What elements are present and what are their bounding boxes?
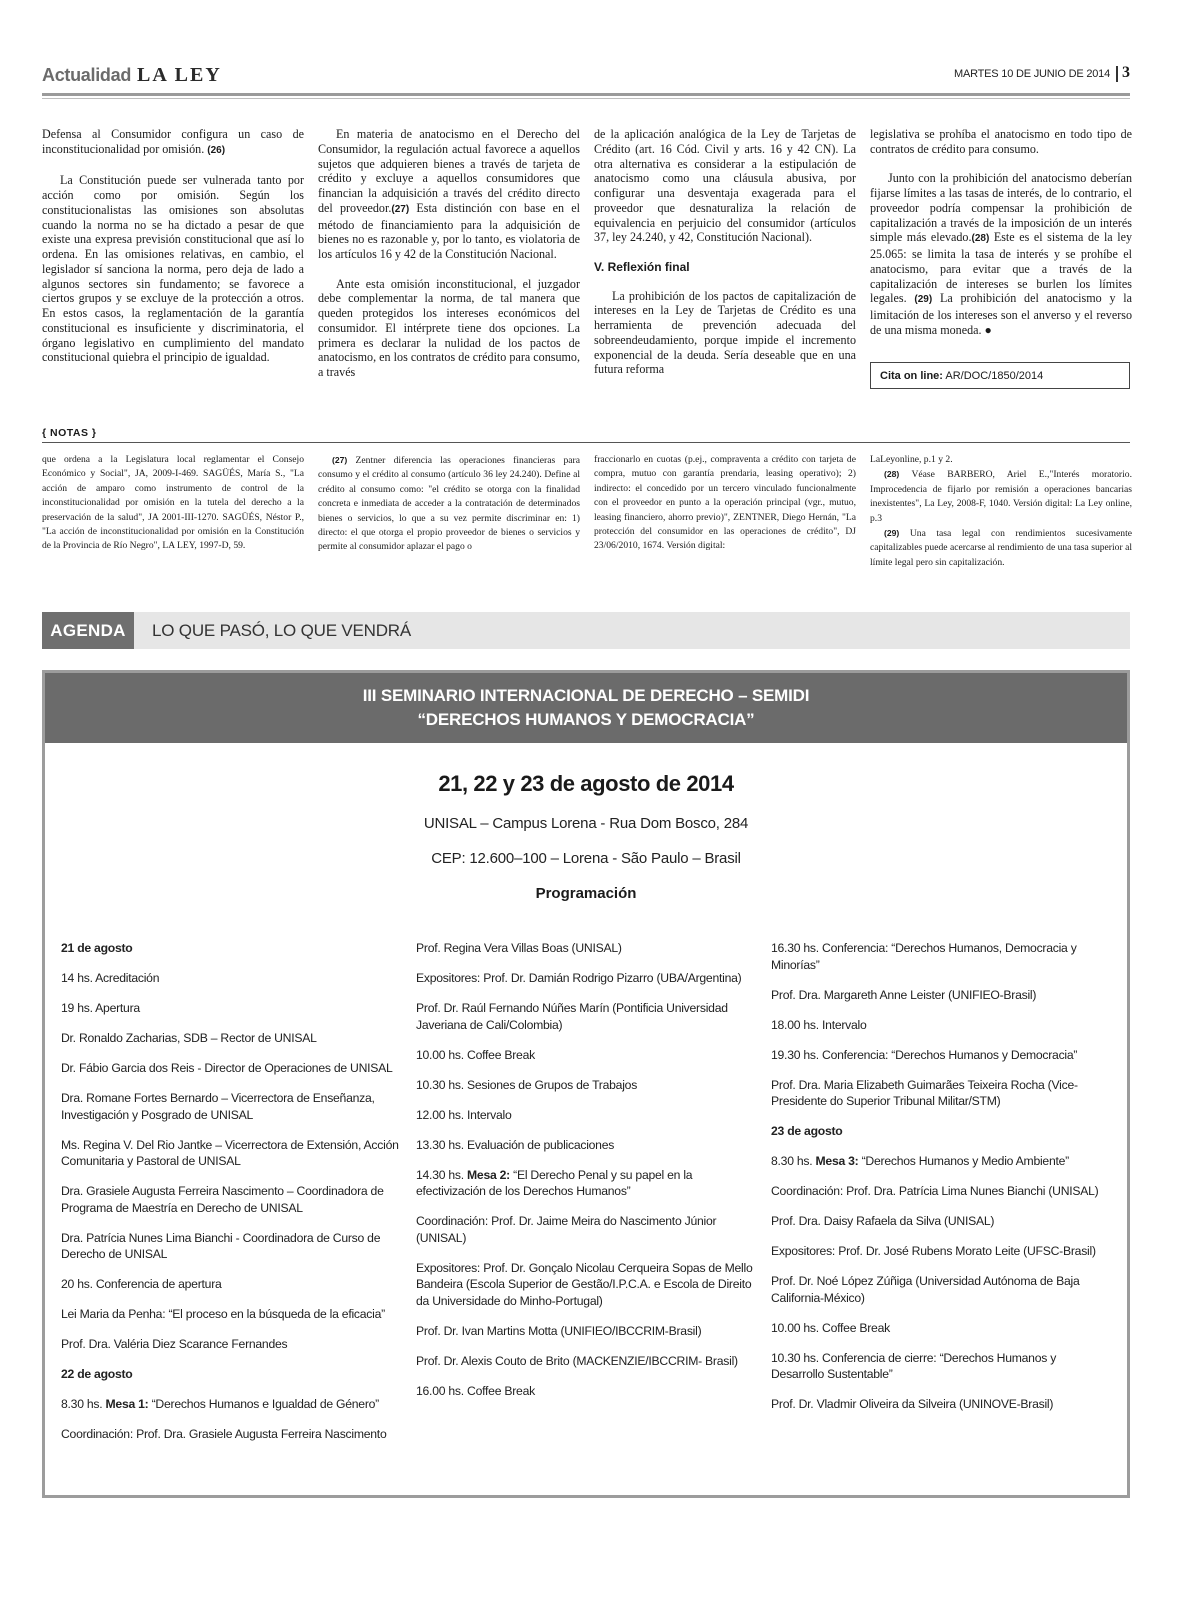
issue-date: MARTES 10 DE JUNIO DE 2014 (954, 68, 1110, 80)
online-citation (870, 362, 1130, 389)
agenda-banner (42, 612, 1130, 649)
citation-value[interactable]: AR/DOC/1850/2014 (942, 370, 1044, 382)
paragraph: La prohibición de los pactos de capitalización de intereses en la Ley de Tarjetas de Crédito es una herramienta de prevención adecuada del sobreendeudamiento, porque impide el incremento exponencial de la deuda. Sería deseable que en una futura reforma (594, 288, 856, 377)
program-entry: Lei Maria da Penha: “El proceso en la búsqueda de la eficacia” (61, 1307, 385, 1321)
paragraph: En materia de anatocismo en el Derecho del Consumidor, la regulación actual favorece a aquellos sujetos que adquieren bienes a través de tarjeta de crédito y excluye a aquellos consumidores que financian la adquisición a través del crédito directo del proveedor.(27) Esta distinción con base en el método de financiamiento para la adquisición de bienes no es razonable y, por lo tanto, es violatoria de los artículos 16 y 42 de la Constitución Nacional. (318, 127, 580, 261)
program-entry: Prof. Dr. Raúl Fernando Núñes Marín (Pontificia Universidad Javeriana de Cali/Colombia) (416, 1001, 728, 1032)
program-entry: 19 hs. Apertura (61, 1001, 140, 1015)
program-entry: Dr. Fábio Garcia dos Reis - Director de Operaciones de UNISAL (61, 1061, 393, 1075)
program-entry: Dra. Romane Fortes Bernardo – Vicerrectora de Enseñanza, Investigación y Posgrado de UNISAL (61, 1091, 375, 1122)
article-column-1 (42, 127, 304, 380)
program-entry: Prof. Dra. Valéria Diez Scarance Fernandes (61, 1337, 288, 1351)
program-column-2 (416, 940, 756, 1413)
event-box (42, 670, 1130, 1498)
program-entry: Coordinación: Prof. Dra. Grasiele Augusta Ferreira Nascimento (61, 1427, 387, 1441)
page-number: 3 (1122, 64, 1130, 81)
program-entry: Ms. Regina V. Del Rio Jantke – Vicerrectora de Extensión, Acción Comunitaria y Pastoral de UNISAL (61, 1137, 399, 1168)
citation-label: Cita on line: (880, 370, 943, 382)
footnote-ref[interactable]: (27) (391, 203, 410, 215)
article-column-2 (318, 127, 580, 395)
program-entry: 10.30 hs. Conferencia de cierre: “Derechos Humanos y Desarrollo Sustentable” (771, 1350, 1057, 1381)
article-column-4 (870, 127, 1132, 352)
notes-column-3: fraccionarlo en cuotas (p.ej., compraventa a crédito con tarjeta de compra, mutuo con garantía prendaria, leasing operativo); 2) indirecto: el concedido por un tercero vinculado funcionalmente con el proveedor en punto a la operación principal (vgr., mutuo, leasing financiero, ahorro previo)", ZENTNER, Diego Hernán, "La protección del consumidor en las operaciones de crédito", DJ 23/06/2010, 1674. Versión digital: (594, 454, 856, 552)
footnote-ref[interactable]: (28) (971, 233, 990, 245)
header-separator (1116, 66, 1118, 82)
paragraph: Junto con la prohibición del anatocismo deberían fijarse límites a las tasas de interés, de lo contrario, el proveedor podría compensar la prohibición de capitalización a través de la imposición de un interés simple más elevado.(28) Este es el sistema de la ley 25.065: se limita la tasa de interés y se prohíbe el anatocismo, para evitar que a través de la capitalización de intereses se burlen los límites legales. (29) La prohibición del anatocismo y la limitación de los intereses son el anverso y el reverso de una misma moneda. ● (870, 171, 1133, 337)
program-entry: Prof. Dra. Daisy Rafaela da Silva (UNISAL) (771, 1214, 995, 1228)
program-entry: Prof. Dra. Margareth Anne Leister (UNIFIEO-Brasil) (771, 987, 1037, 1002)
footnote-ref[interactable]: (29) (914, 294, 933, 306)
notes-column-4: LaLeyonline, p.1 y 2. (28) Véase BARBERO, Ariel E.,"Interés moratorio. Improcedencia de fijarlo por remisión a operaciones bancarias inexistentes", La Ley, 2008-F, 1040. Versión digital: La Ley online, p.3 (29) Una tasa legal con rendimientos sucesivamente capitalizables puede acercarse al rendimiento de una tasa superior al límite legal pero sin capitalización. (870, 454, 1132, 568)
notes-column-2: (27) Zentner diferencia las operaciones financieras para consumo y el crédito al consumo (artículo 36 ley 24.240). Define al crédito al consumo como: "el crédito se otorga con la finalidad concreta e inmediata de acceder a la contratación de determinados bienes o servicios, lo que a su vez permite discriminar en: 1) directo: el que otorga el propio proveedor de bienes o servicios y permite al consumidor aplazar el pago o (318, 455, 580, 553)
program-entry: Prof. Regina Vera Villas Boas (UNISAL) (416, 941, 622, 955)
program-entry: Coordinación: Prof. Dr. Jaime Meira do Nascimento Júnior (UNISAL) (416, 1214, 717, 1245)
program-entry: 8.30 hs. Mesa 3: “Derechos Humanos y Medio Ambiente” (771, 1154, 1069, 1168)
paragraph: Ante esta omisión inconstitucional, el juzgador debe complementar la norma, de tal manera que queden protegidos los intereses económicos del consumidor. El intérprete tiene dos opciones. La primera es declarar la nulidad de los pactos de anatocismo, en los contratos de crédito para consumo, a través (318, 276, 580, 379)
paragraph: de la aplicación analógica de la Ley de Tarjetas de Crédito (art. 16 Cód. Civil y arts. 16 y 42 CN). La otra alternativa es considerar a la estipulación de anatocismo como una cláusula abusiva, por configurar una desventaja exagerada para el proveedor que desnaturaliza la relación de equivalencia en perjuicio del consumidor (artículos 37, ley 24.240, y 42, Constitución Nacional). (594, 127, 856, 245)
header-rule-thin (42, 98, 1130, 99)
notes-title: { NOTAS } (42, 427, 97, 439)
program-entry: Expositores: Prof. Dr. José Rubens Morato Leite (UFSC-Brasil) (771, 1244, 1096, 1258)
header-rule (42, 93, 1130, 96)
program-entry: Prof. Dr. Noé López Zúñiga (Universidad Autónoma de Baja California-México) (771, 1274, 1080, 1305)
footnote-number: (27) (332, 455, 348, 465)
program-entry: Prof. Dra. Maria Elizabeth Guimarães Teixeira Rocha (Vice-Presidente do Superior Tribunal Militar/STM) (771, 1077, 1078, 1108)
page-header (42, 62, 1130, 96)
program-entry: 12.00 hs. Intervalo (416, 1107, 512, 1122)
brand-logo: LA LEY (137, 64, 222, 86)
footnote-number: (28) (884, 469, 900, 480)
program-column-3 (771, 940, 1111, 1426)
program-entry: 10.00 hs. Coffee Break (771, 1320, 890, 1335)
program-entry: Prof. Dr. Ivan Martins Motta (UNIFIEO/IBCCRIM-Brasil) (416, 1323, 702, 1338)
article-column-3 (594, 127, 856, 392)
program-day-heading: 23 de agosto (771, 1124, 843, 1138)
program-entry: 10.30 hs. Sesiones de Grupos de Trabajos (416, 1077, 638, 1092)
program-column-1 (61, 940, 401, 1456)
program-entry: 20 hs. Conferencia de apertura (61, 1277, 222, 1291)
program-day-heading: 21 de agosto (61, 941, 133, 955)
program-entry: 14 hs. Acreditación (61, 971, 160, 985)
program-entry: Prof. Dr. Vladmir Oliveira da Silveira (UNINOVE-Brasil) (771, 1397, 1054, 1411)
section-name: Actualidad (42, 65, 132, 85)
program-entry: 8.30 hs. Mesa 1: “Derechos Humanos e Igualdad de Género” (61, 1397, 379, 1411)
program-entry: Expositores: Prof. Dr. Damián Rodrigo Pizarro (UBA/Argentina) (416, 971, 742, 985)
event-place: UNISAL – Campus Lorena - Rua Dom Bosco, 284 (423, 815, 749, 832)
program-entry: Dra. Patrícia Nunes Lima Bianchi - Coordinadora de Curso de Derecho de UNISAL (61, 1230, 381, 1261)
program-entry: 18.00 hs. Intervalo (771, 1017, 867, 1032)
event-title: III SEMINARIO INTERNACIONAL DE DERECHO – SEMIDI “DERECHOS HUMANOS Y DEMOCRACIA” (45, 673, 1127, 743)
section-heading: V. Reflexión final (594, 259, 690, 274)
agenda-tag: AGENDA (42, 612, 134, 649)
program-entry: Dra. Grasiele Augusta Ferreira Nascimento – Coordinadora de Programa de Maestría en Derecho de UNISAL (61, 1184, 384, 1215)
program-entry: 16.00 hs. Coffee Break (416, 1383, 535, 1398)
notes-column-1: que ordena a la Legislatura local reglamentar el Consejo Económico y Social", JA, 2009-I-469. SAGÜÉS, María S., "La acción de amparo como instrumento de control de la inconstitucionalidad por omisión en la tutela del derecho a la preservación de la salud", JA 2001-III-1270. SAGÜÉS, Néstor P., "La acción de inconstitucionalidad por omisión en la Constitución de la Provincia de Río Negro", LA LEY, 1997-D, 59. (42, 454, 304, 552)
agenda-subtitle: LO QUE PASÓ, LO QUE VENDRÁ (152, 621, 411, 640)
footnote-ref[interactable]: (26) (207, 144, 226, 156)
program-entry: 16.30 hs. Conferencia: “Derechos Humanos, Democracia y Minorías” (771, 941, 1077, 972)
program-entry: 14.30 hs. Mesa 2: “El Derecho Penal y su papel en la efectivización de los Derechos Humanos” (416, 1167, 693, 1198)
paragraph: La Constitución puede ser vulnerada tanto por acción como por omisión. Según los constitucionalistas las omisiones son absolutas cuando la norma no se ha dictado a pesar de que existe una expresa previsión constitucional que así lo ordena. En las omisiones relativas, en cambio, el legislador sí sanciona la norma, pero deja de lado a algunos sectores sin fundamento; se favorece a ciertos grupos y se excluye de la protección a otros. En estos casos, la reglamentación de la garantía constitucional es insuficiente y discriminatoria, el órgano legislativo en cumplimiento del mandato constitucional quiebra el principio de igualdad. (42, 173, 304, 365)
event-dates: 21, 22 y 23 de agosto de 2014 (438, 771, 734, 796)
program-entry: Coordinación: Prof. Dra. Patrícia Lima Nunes Bianchi (UNISAL) (771, 1184, 1099, 1198)
program-entry: Dr. Ronaldo Zacharias, SDB – Rector de UNISAL (61, 1031, 317, 1045)
footnote-number: (29) (884, 528, 900, 539)
program-entry: Prof. Dr. Alexis Couto de Brito (MACKENZIE/IBCCRIM- Brasil) (416, 1353, 738, 1368)
program-day-heading: 22 de agosto (61, 1367, 133, 1381)
notes-rule (42, 442, 1130, 443)
paragraph: Defensa al Consumidor configura un caso de inconstitucionalidad por omisión. (26) (42, 127, 304, 156)
program-heading: Programación (535, 885, 637, 902)
program-entry: 13.30 hs. Evaluación de publicaciones (416, 1137, 615, 1152)
program-entry: Expositores: Prof. Dr. Gonçalo Nicolau Cerqueira Sopas de Mello Bandeira (Escola Superior de Gestão/I.P.C.A. e Escola de Direito da Universidade do Minho-Portugal) (416, 1260, 753, 1308)
program-entry: 10.00 hs. Coffee Break (416, 1047, 535, 1062)
program-entry: 19.30 hs. Conferencia: “Derechos Humanos y Democracia” (771, 1047, 1078, 1062)
paragraph: legislativa se prohíba el anatocismo en todo tipo de contratos de crédito para consumo. (870, 127, 1132, 156)
event-postal-code: CEP: 12.600–100 – Lorena - São Paulo – Brasil (431, 850, 741, 867)
